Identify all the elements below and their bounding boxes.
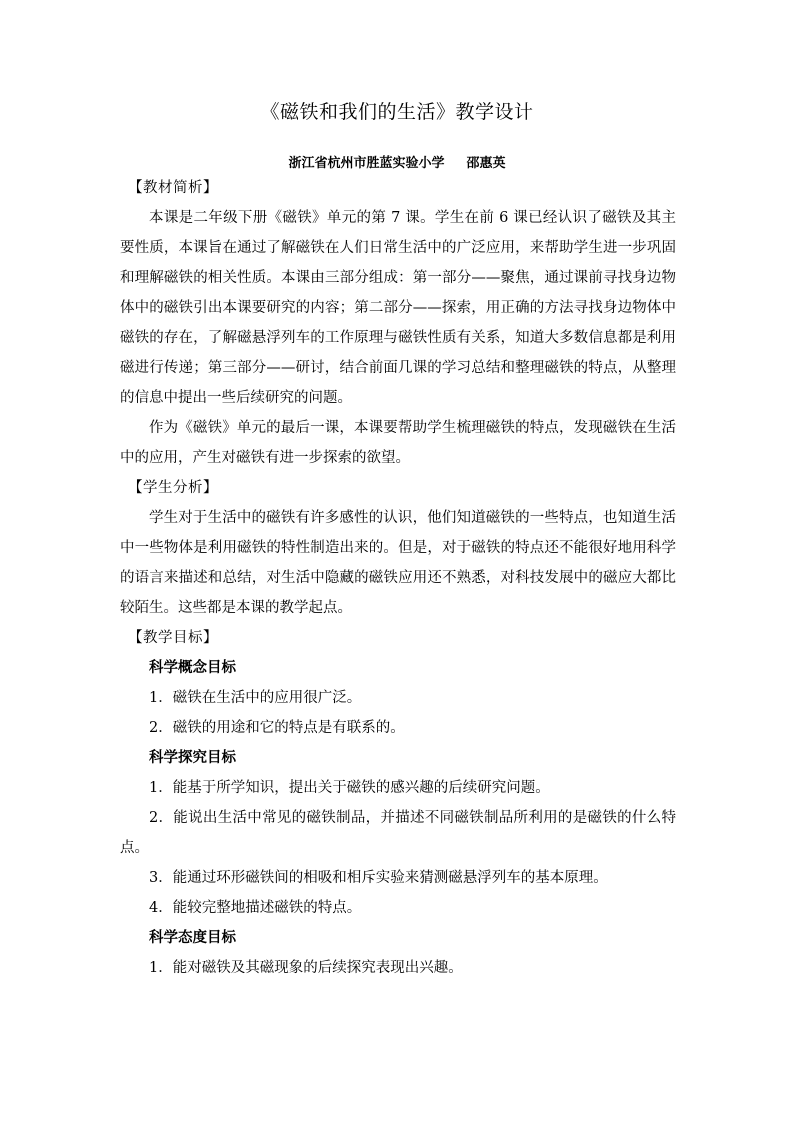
section-heading-students: 【学生分析】 bbox=[128, 480, 218, 496]
document-body bbox=[120, 173, 676, 983]
document-title: 《磁铁和我们的生活》教学设计 bbox=[260, 101, 534, 123]
section-heading-goals: 【教学目标】 bbox=[128, 630, 218, 646]
section-heading-textbook: 【教材简析】 bbox=[128, 180, 218, 196]
inquiry-goal-item: 3．能通过环形磁铁间的相吸和相斥实验来猜测磁悬浮列车的基本原理。 bbox=[149, 870, 608, 886]
author-name: 邵惠英 bbox=[466, 156, 506, 171]
attitude-goal-item: 1．能对磁铁及其磁现象的后续探究表现出兴趣。 bbox=[149, 960, 463, 976]
author-line bbox=[0, 152, 794, 171]
concept-goal-item: 2．磁铁的用途和它的特点是有联系的。 bbox=[149, 720, 405, 736]
inquiry-goal-item: 4．能较完整地描述磁铁的特点。 bbox=[149, 900, 362, 916]
textbook-paragraph-1: 本课是二年级下册《磁铁》单元的第 7 课。学生在前 6 课已经认识了磁铁及其主要性质，本课旨在通过了解磁铁在人们日常生活中的广泛应用，来帮助学生进一步巩固和理解磁铁的相关性质。本课由三部分组成：第一部分——聚焦，通过课前寻找身边物体中的磁铁引出本课要研究的内容；第二部分——探索，用正确的方法寻找身边物体中磁铁的存在，了解磁悬浮列车的工作原理与磁铁性质有关系，知道大多数信息都是利用磁进行传递；第三部分——研讨，结合前面几课的学习总结和整理磁铁的特点，从整理的信息中提出一些后续研究的问题。 bbox=[120, 210, 676, 406]
inquiry-goals-title: 科学探究目标 bbox=[149, 749, 236, 766]
inquiry-goal-item: 1．能基于所学知识，提出关于磁铁的感兴趣的后续研究问题。 bbox=[149, 780, 550, 796]
attitude-goals-title: 科学态度目标 bbox=[149, 929, 236, 946]
textbook-paragraph-2: 作为《磁铁》单元的最后一课，本课要帮助学生梳理磁铁的特点，发现磁铁在生活中的应用，产生对磁铁有进一步探索的欲望。 bbox=[120, 420, 676, 466]
author-school: 浙江省杭州市胜蓝实验小学 bbox=[288, 156, 445, 171]
inquiry-goal-item: 2．能说出生活中常见的磁铁制品，并描述不同磁铁制品所利用的是磁铁的什么特点。 bbox=[120, 810, 676, 856]
concept-goals-title: 科学概念目标 bbox=[149, 659, 236, 676]
concept-goal-item: 1．磁铁在生活中的应用很广泛。 bbox=[149, 690, 362, 706]
students-paragraph-1: 学生对于生活中的磁铁有许多感性的认识，他们知道磁铁的一些特点，也知道生活中一些物体是利用磁铁的特性制造出来的。但是，对于磁铁的特点还不能很好地用科学的语言来描述和总结，对生活中隐藏的磁铁应用还不熟悉，对科技发展中的磁应大都比较陌生。这些都是本课的教学起点。 bbox=[120, 510, 676, 616]
